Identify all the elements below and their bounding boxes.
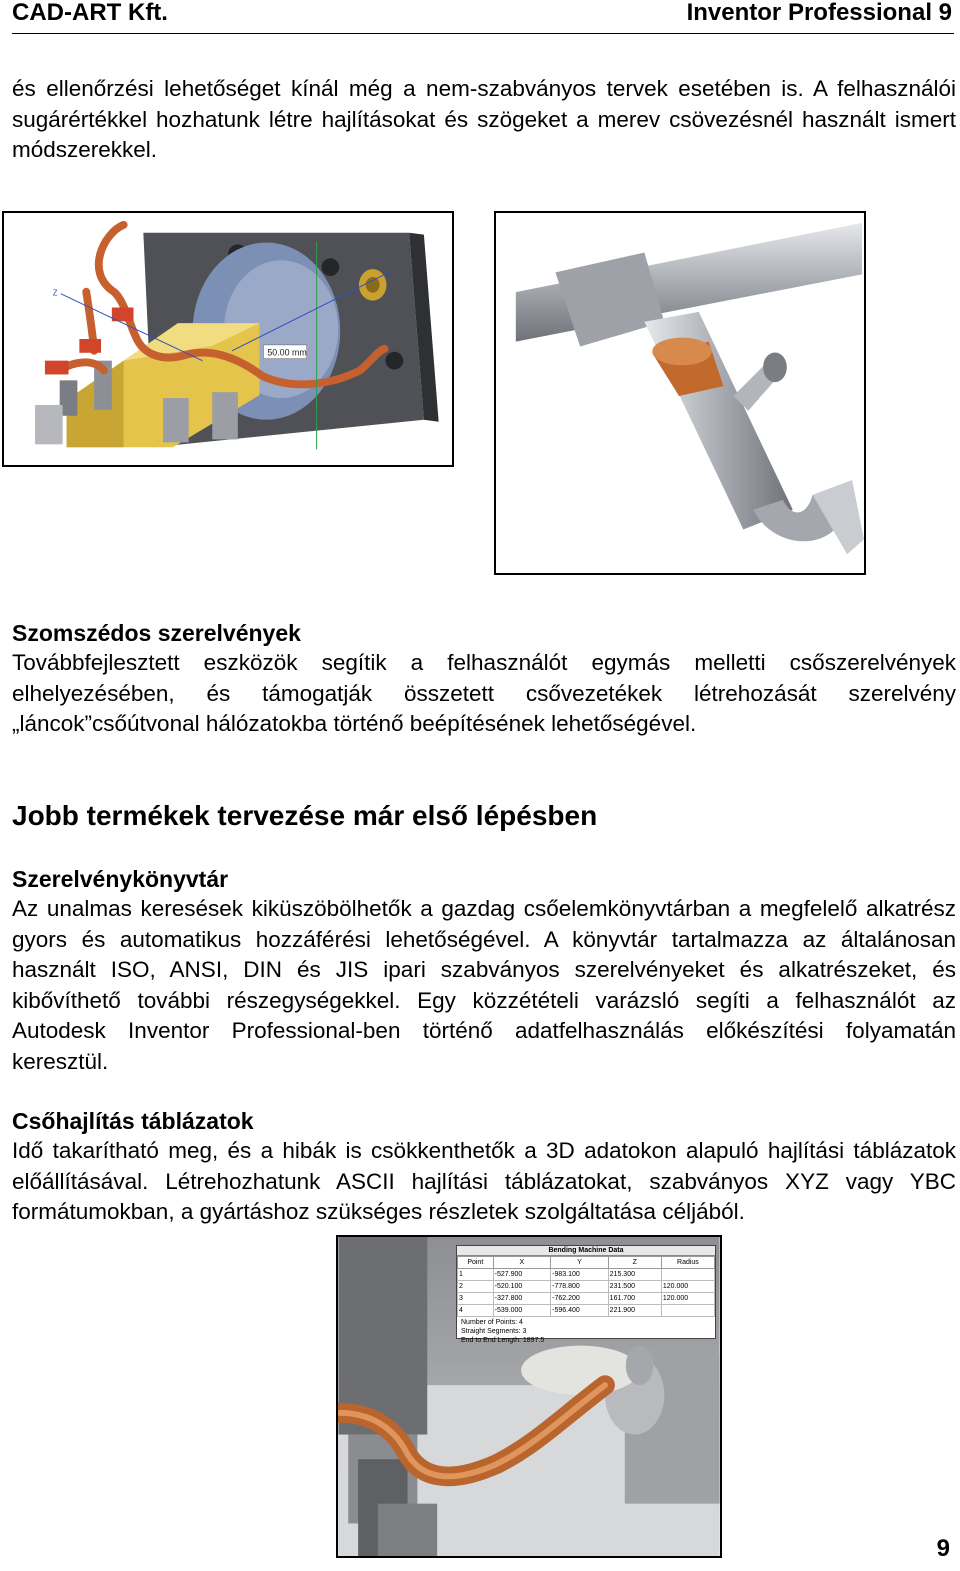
- table-cell: -520.100: [493, 1281, 551, 1293]
- table-cell: 161.700: [608, 1293, 661, 1305]
- table-row: [458, 1281, 715, 1293]
- intro-paragraph: és ellenőrzési lehetőséget kínál még a nem-szabványos tervek esetében is. A felhasználói sugárértékkel hozhatunk létre hajlításokat és szögeket a merev csövezésnél használt ismert módszerekkel.: [12, 76, 956, 162]
- figure-bend-table: [336, 1235, 722, 1558]
- axis-label: Z: [52, 288, 58, 298]
- table-cell: -327.800: [493, 1293, 551, 1305]
- summary-label: Number of Points:: [461, 1319, 518, 1326]
- section-body-adjacent-fittings: Továbbfejlesztett eszközök segítik a felhasználót egymás melletti csőszerelvények elhelyezésében, és támogatják összetett csővezetékek létrehozását szerelvény „láncok”csőútvonal hálózatokba történő beépítésének lehetőségével.: [12, 650, 956, 736]
- table-row: [458, 1305, 715, 1317]
- col-radius: Radius: [661, 1257, 714, 1269]
- summary-label: End to End Length:: [461, 1337, 521, 1344]
- table-cell: [661, 1305, 714, 1317]
- table-cell: [661, 1269, 714, 1281]
- header-rule: [12, 33, 954, 34]
- summary-row: [461, 1336, 711, 1345]
- figure-tee-fitting: [494, 211, 866, 575]
- main-heading: Jobb termékek tervezése már első lépésben: [12, 800, 598, 831]
- table-cell: -762.200: [551, 1293, 609, 1305]
- table-cell: 221.900: [608, 1305, 661, 1317]
- header-company: CAD-ART Kft.: [12, 0, 168, 26]
- section-body-library: Az unalmas keresések kiküszöbölhetők a gazdag csőelemkönyvtárban a megfelelő alkatrész gyors és automatikus hozzáférési lehetőségével. A könyvtár tartalmazza az általánosan használt ISO, ANSI, DIN és JIS ipari szabványos szerelvényeket és alkatrészeket, és kibővíthető további részegységekkel. Egy közzétételi varázsló segíti a felhasználót az Autodesk Inventor Professional-ben történő adatfelhasználás előkészítési folyamatán keresztül.: [12, 896, 956, 1074]
- page-number: 9: [936, 1535, 950, 1562]
- section-heading-library: Szerelvénykönyvtár: [12, 866, 229, 892]
- bend-table-title: Bending Machine Data: [457, 1246, 715, 1256]
- summary-label: Straight Segments:: [461, 1328, 521, 1335]
- table-row: [458, 1293, 715, 1305]
- col-x: X: [493, 1257, 551, 1269]
- bend-data-panel: [456, 1245, 716, 1344]
- figure-pipe-assembly: [2, 211, 454, 467]
- tee-fitting-illustration: [496, 213, 864, 573]
- section-body-bend-tables: Idő takarítható meg, és a hibák is csökkenthetők a 3D adatokon alapuló hajlítási táblázatok előállításával. Létrehozhatunk ASCII hajlítási táblázatokat, szabványos XYZ vagy YBC formátumokban, a gyártáshoz szükséges részletek szolgáltatása céljából.: [12, 1138, 956, 1224]
- summary-value: 3: [522, 1328, 527, 1335]
- bend-table-header: [458, 1257, 715, 1269]
- pipe-assembly-illustration: [4, 213, 452, 465]
- table-cell: 4: [458, 1305, 494, 1317]
- bend-table: [457, 1256, 715, 1317]
- col-z: Z: [608, 1257, 661, 1269]
- bend-summary: [457, 1317, 715, 1346]
- table-cell: -527.900: [493, 1269, 551, 1281]
- table-cell: 120.000: [661, 1293, 714, 1305]
- table-cell: -539.000: [493, 1305, 551, 1317]
- table-cell: 3: [458, 1293, 494, 1305]
- table-cell: -778.800: [551, 1281, 609, 1293]
- table-row: [458, 1269, 715, 1281]
- table-cell: 231.500: [608, 1281, 661, 1293]
- col-y: Y: [551, 1257, 609, 1269]
- table-cell: -596.400: [551, 1305, 609, 1317]
- summary-row: [461, 1327, 711, 1336]
- table-cell: 120.000: [661, 1281, 714, 1293]
- col-point: Point: [458, 1257, 494, 1269]
- table-cell: -983.100: [551, 1269, 609, 1281]
- table-cell: 1: [458, 1269, 494, 1281]
- table-cell: 215.300: [608, 1269, 661, 1281]
- header-product: Inventor Professional 9: [686, 0, 952, 26]
- table-cell: 2: [458, 1281, 494, 1293]
- section-heading-bend-tables: Csőhajlítás táblázatok: [12, 1108, 254, 1134]
- section-heading-adjacent-fittings: Szomszédos szerelvények: [12, 620, 301, 646]
- summary-value: 4: [518, 1319, 523, 1326]
- dimension-label: 50.00 mm: [267, 347, 307, 358]
- summary-row: [461, 1318, 711, 1327]
- summary-value: 1897.5: [522, 1337, 545, 1344]
